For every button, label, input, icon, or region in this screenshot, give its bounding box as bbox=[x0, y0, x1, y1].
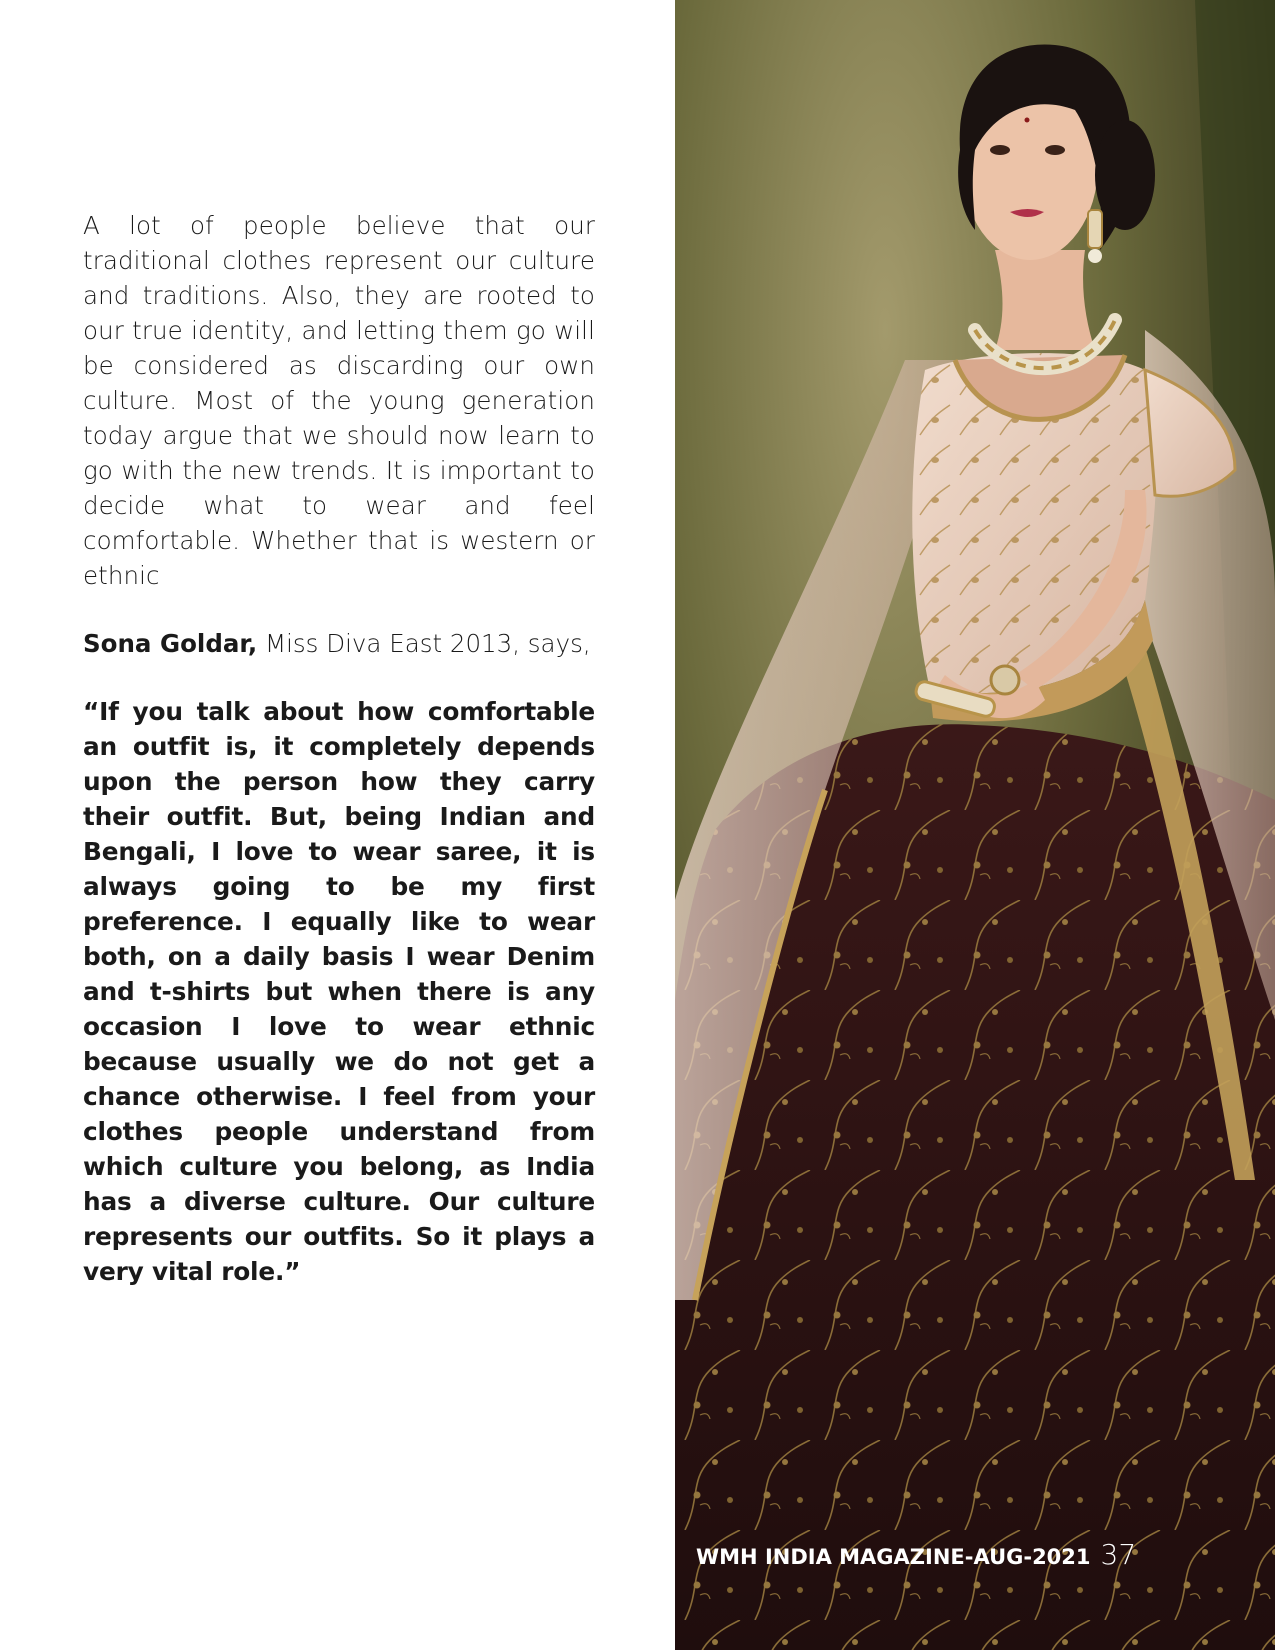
page-number: 37 bbox=[1100, 1538, 1137, 1571]
speaker-attribution bbox=[83, 626, 595, 661]
magazine-name: WMH INDIA MAGAZINE-AUG-2021 bbox=[696, 1545, 1091, 1569]
article-text-column bbox=[83, 208, 595, 1289]
footer bbox=[696, 1538, 1136, 1571]
intro-paragraph: A lot of people believe that our traditional clothes represent our culture and traditions. Also, they are rooted to our true identity, and letting them go will be considered as discarding our own culture. Most of the young generation today argue that we should now learn to go with the new trends. It is important to decide what to wear and feel comfortable. Whether that is western or ethnic bbox=[83, 211, 595, 590]
model-photo bbox=[675, 0, 1275, 1650]
model-illustration bbox=[675, 0, 1275, 1650]
speaker-name: Sona Goldar, bbox=[83, 629, 258, 658]
speaker-title: Miss Diva East 2013, says, bbox=[257, 629, 591, 658]
pull-quote: “If you talk about how comfortable an outfit is, it completely depends upon the person how they carry their outfit. But, being Indian and Bengali, I love to wear saree, it is always going to be my first preference. I equally like to wear both, on a daily basis I wear Denim and t-shirts but when there is any occasion I love to wear ethnic because usually we do not get a chance otherwise. I feel from your clothes people understand from which culture you belong, as India has a diverse culture. Our culture represents our outfits. So it plays a very vital role.” bbox=[83, 697, 595, 1286]
